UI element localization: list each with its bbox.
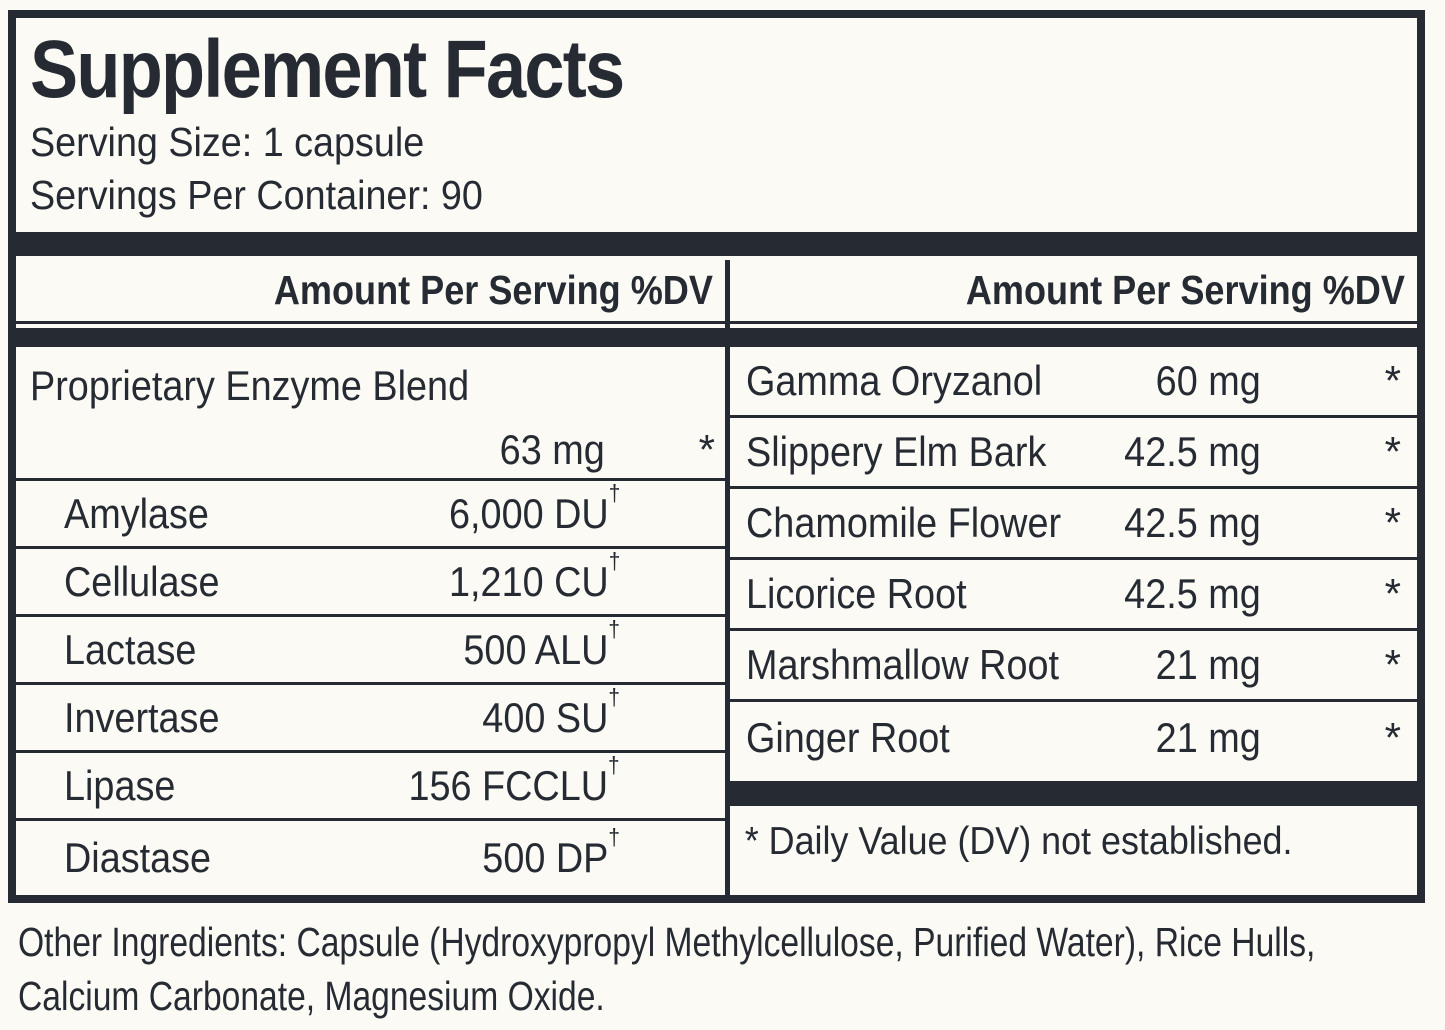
ingredient-amount [408,751,620,810]
footnote-divider-bar [730,781,1417,806]
table-row [16,685,725,753]
ingredient-amount: 60 mg [1155,357,1261,404]
ingredient-name: Chamomile Flower [746,499,1062,546]
dv-asterisk: * [1384,713,1401,761]
ingredient-name: Proprietary Enzyme Blend [30,362,470,409]
dv-asterisk: * [1384,641,1401,688]
supplement-facts-panel [8,10,1425,903]
ingredient-name: Lipase [64,761,176,809]
column-header-label: Amount Per Serving %DV [965,267,1405,313]
other-ingredients-line: Calcium Carbonate, Magnesium Oxide. [18,973,605,1019]
ingredient-name: Licorice Root [746,570,967,617]
servings-per-container-text: Servings Per Container: 90 [30,171,483,218]
column-header-label: Amount Per Serving %DV [273,267,713,313]
table-row [16,617,725,685]
amount-text: 1,210 CU [448,557,609,605]
ingredient-amount: 42.5 mg [1124,499,1261,546]
right-header-bar [730,328,1417,347]
amount-text: 6,000 DU [448,489,609,537]
ingredient-amount [463,615,620,674]
table-row [16,481,725,549]
dagger-mark: † [608,824,620,851]
ingredient-amount [482,683,620,742]
other-ingredients [18,915,1445,1023]
ingredient-name: Gamma Oryzanol [746,357,1043,404]
daily-value-footnote: * Daily Value (DV) not established. [744,820,1293,863]
dagger-mark: † [608,751,620,778]
ingredient-amount: 63 mg [499,426,605,473]
ingredient-name: Cellulase [64,557,220,605]
right-column-header [730,260,1417,324]
dv-asterisk: * [1384,570,1401,617]
ingredient-name: Amylase [64,489,209,537]
left-column-header [16,260,725,324]
ingredient-amount [448,547,620,606]
table-row [730,489,1417,560]
dv-asterisk: * [1384,357,1401,404]
ingredient-amount: 42.5 mg [1124,428,1261,475]
dagger-mark: † [608,479,620,506]
ingredient-amount: 42.5 mg [1124,570,1261,617]
dagger-mark: † [608,547,620,574]
table-row [730,560,1417,631]
table-row [730,347,1417,418]
dagger-mark: † [608,615,620,642]
ingredient-name: Ginger Root [746,713,950,761]
ingredient-name: Lactase [64,625,197,673]
amount-text: 156 FCCLU [408,761,609,809]
dagger-mark: † [608,683,620,710]
ingredient-name: Diastase [64,834,212,881]
dv-asterisk: * [698,426,715,473]
left-column [16,260,725,895]
table-row [16,753,725,821]
blend-amount-line [30,423,715,477]
ingredient-name: Marshmallow Root [746,641,1060,688]
amount-text: 500 ALU [463,625,609,673]
left-header-bar [16,328,725,347]
table-row [730,702,1417,773]
amount-text: 500 DP [482,834,609,881]
table-row [16,549,725,617]
table-row-proprietary-blend [16,347,725,481]
table-row [16,821,725,895]
supplement-facts-title: Supplement Facts [30,24,624,115]
ingredient-amount [448,479,620,538]
right-column [730,260,1417,895]
other-ingredients-line: Other Ingredients: Capsule (Hydroxypropyl Methylcellulose, Purified Water), Rice Hulls, [18,919,1316,965]
top-divider-bar [16,232,1417,256]
dv-asterisk: * [1384,499,1401,546]
ingredient-amount: 21 mg [1155,641,1261,688]
dv-asterisk: * [1384,428,1401,475]
ingredient-name: Slippery Elm Bark [746,428,1047,475]
serving-size-text: Serving Size: 1 capsule [30,118,425,165]
table-row [730,631,1417,702]
facts-columns [16,260,1417,895]
ingredient-name: Invertase [64,693,220,741]
ingredient-amount: 21 mg [1155,713,1261,761]
ingredient-amount [482,824,620,882]
table-row [730,418,1417,489]
amount-text: 400 SU [482,693,609,741]
